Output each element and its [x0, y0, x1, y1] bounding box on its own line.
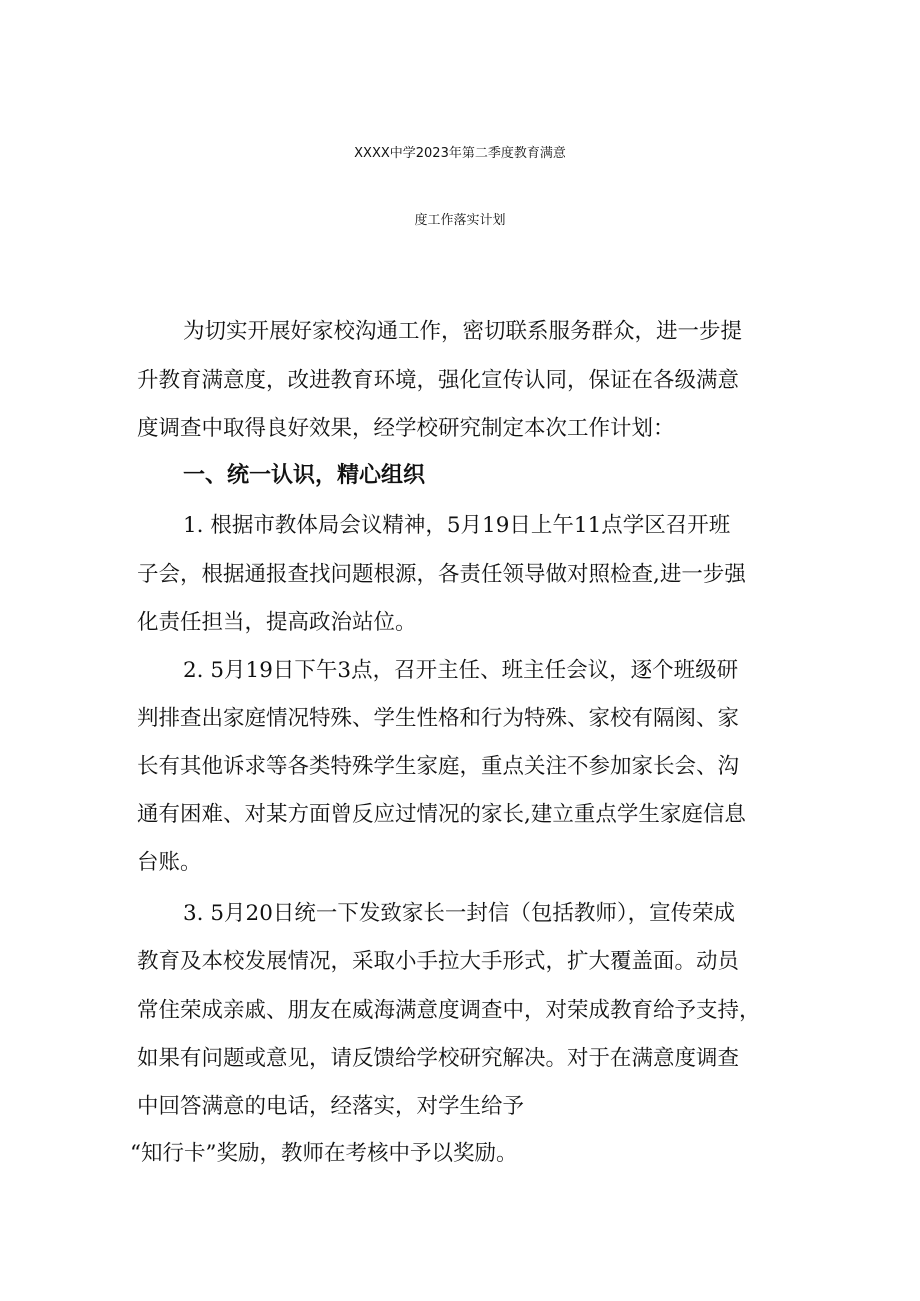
item-2-line-4: 通有困难、对某方面曾反应过情况的家长,建立重点学生家庭信息: [137, 802, 746, 827]
item-1-line-3: 化责任担当，提高政治站位。: [137, 610, 417, 635]
item-2-line-1: 2. 5月19日下午3点，召开主任、班主任会议，逐个班级研: [183, 658, 739, 683]
intro-line-1: 为切实开展好家校沟通工作，密切联系服务群众，进一步提: [183, 319, 743, 344]
item-3-line-1: 3. 5月20日统一下发致家长一封信（包括教师），宣传荣成: [183, 901, 736, 926]
item-3-line-3: 常住荣成亲戚、朋友在威海满意度调查中，对荣成教育给予支持，: [137, 998, 761, 1023]
document-title-line-2: 度工作落实计划: [414, 213, 506, 228]
item-3-line-2: 教育及本校发展情况，采取小手拉大手形式，扩大覆盖面。动员: [137, 949, 740, 974]
section-1-heading: 一、统一认识，精心组织: [183, 463, 426, 488]
intro-line-3: 度调查中取得良好效果，经学校研究制定本次工作计划：: [137, 416, 675, 441]
document-title-line-1: XXXX中学2023年第二季度教育满意: [354, 146, 566, 161]
item-1-line-2: 子会，根据通报查找问题根源，各责任领导做对照检查,进一步强: [137, 562, 746, 587]
item-3-line-5: 中回答满意的电话，经落实，对学生给予: [137, 1094, 525, 1119]
intro-line-2: 升教育满意度，改进教育环境，强化宣传认同，保证在各级满意: [137, 368, 740, 393]
item-3-line-4: 如果有问题或意见，请反馈给学校研究解决。对于在满意度调查: [137, 1046, 740, 1071]
item-2-line-2: 判排查出家庭情况特殊、学生性格和行为特殊、家校有隔阂、家: [137, 706, 740, 731]
item-1-line-1: 1. 根据市教体局会议精神，5月19日上午11点学区召开班: [183, 513, 731, 538]
item-2-line-3: 长有其他诉求等各类特殊学生家庭，重点关注不参加家长会、沟: [137, 754, 740, 779]
item-2-line-5: 台账。: [137, 850, 202, 875]
item-3-line-6: “知行卡”奖励，教师在考核中予以奖励。: [130, 1141, 518, 1166]
